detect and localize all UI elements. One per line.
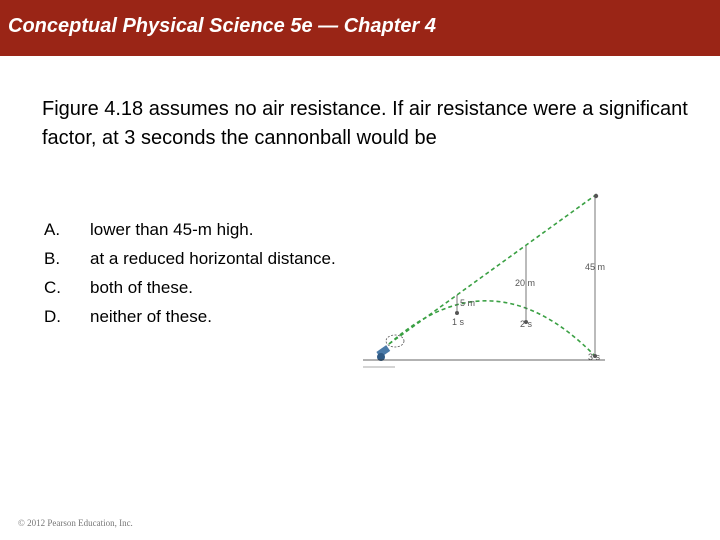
choice-letter: C. <box>44 278 61 297</box>
choice-text: at a reduced horizontal distance. <box>90 249 336 268</box>
choice-text: neither of these. <box>90 307 212 326</box>
choice-letter: B. <box>44 249 61 268</box>
cannon-icon <box>376 335 404 361</box>
label-3s: 3 s <box>588 352 601 362</box>
question-text: Figure 4.18 assumes no air resistance. If air resistance were a significant factor, at 3 seconds the cannonball would be <box>42 98 688 149</box>
choice-letter: A. <box>44 220 61 239</box>
projectile-figure <box>355 188 615 378</box>
choice-text: lower than 45-m high. <box>90 220 254 239</box>
trajectory-curve <box>389 301 595 356</box>
copyright-notice: © 2012 Pearson Education, Inc. <box>18 518 133 528</box>
slide-header <box>0 0 720 56</box>
ball-straight-3s <box>594 194 598 198</box>
slide-title: Conceptual Physical Science 5e — Chapter 4 <box>8 15 436 37</box>
label-1s: 1 s <box>452 317 465 327</box>
ball-1s <box>455 311 459 315</box>
choice-letter: D. <box>44 307 61 326</box>
label-5m: 5 m <box>460 298 476 308</box>
label-2s: 2 s <box>520 319 533 329</box>
choice-text: both of these. <box>90 278 194 297</box>
label-20m: 20 m <box>515 278 536 288</box>
label-45m: 45 m <box>585 262 606 272</box>
